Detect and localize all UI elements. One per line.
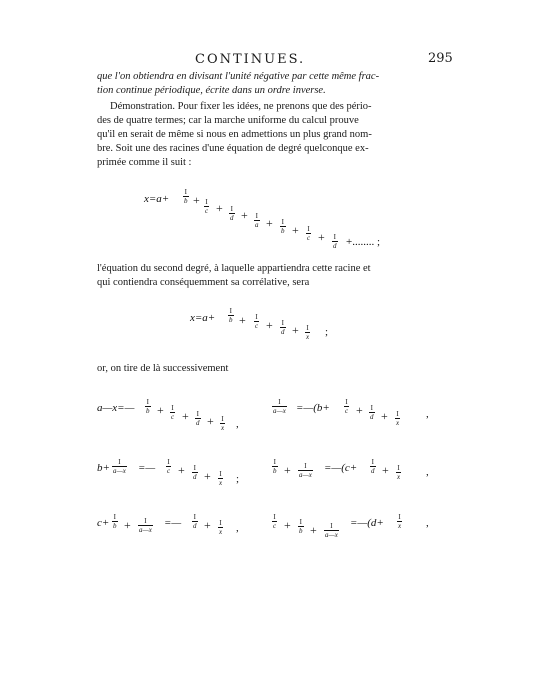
eq1-plus-2: + bbox=[216, 201, 223, 215]
eq2-lhs: x=a+ bbox=[190, 312, 216, 324]
text-line-10: or, on tire de là successivement bbox=[97, 363, 229, 374]
text-line-3: Démonstration. Pour fixer les idées, ne prenons que des pério- bbox=[110, 101, 372, 112]
r2r-eq: =—(c+ bbox=[324, 462, 358, 474]
r3l-frac-x: $\frac{I}{x}$ bbox=[219, 519, 223, 536]
r2l-frac-x: $\frac{I}{x}$ bbox=[219, 470, 223, 487]
eq1-frac-a: $\frac{I}{a}$ bbox=[255, 212, 259, 229]
r1l-frac-x: $\frac{I}{x}$ bbox=[221, 415, 225, 432]
r3r-eq: =—(d+ bbox=[350, 517, 384, 529]
r2r-frac-d: $\frac{I}{d}$ bbox=[371, 458, 375, 475]
r3l-comma: , bbox=[236, 522, 239, 534]
r2l-b-plus: b+ bbox=[97, 462, 110, 474]
eq2-plus-3: + bbox=[292, 323, 299, 337]
r2l-frac-ax: $\frac{I}{a—x}$ bbox=[113, 458, 126, 475]
eq1-plus-3: + bbox=[241, 208, 248, 222]
eq1-ellipsis: +........ ; bbox=[346, 236, 381, 248]
text-line-9: qui contiendra conséquemment sa corrélative, sera bbox=[97, 277, 310, 288]
r1l-lhs: a—x=— bbox=[97, 402, 135, 414]
text-line-7: primée comme il suit : bbox=[97, 157, 192, 168]
r1r-comma: , bbox=[426, 408, 429, 420]
r1r-plus-2: + bbox=[381, 409, 388, 423]
eq1-plus-5: + bbox=[292, 223, 299, 237]
r3l-c-plus: c+ bbox=[97, 517, 110, 529]
r3l-frac-b: $\frac{I}{b}$ bbox=[113, 513, 117, 530]
r1l-plus-3: + bbox=[207, 414, 214, 428]
r1l-frac-c: $\frac{I}{c}$ bbox=[171, 404, 175, 421]
eq1-frac-c2: $\frac{I}{c}$ bbox=[307, 225, 311, 242]
eq2-frac-x: $\frac{I}{x}$ bbox=[306, 324, 310, 341]
r1r-frac-ax: $\frac{I}{a—x}$ bbox=[273, 398, 286, 415]
r3r-comma: , bbox=[426, 517, 429, 529]
r3r-frac-c: $\frac{I}{c}$ bbox=[273, 513, 277, 530]
r2l-frac-c: $\frac{I}{c}$ bbox=[167, 458, 171, 475]
eq1-plus-1: + bbox=[193, 193, 200, 207]
r3r-plus-1: + bbox=[284, 518, 291, 532]
r3r-frac-b: $\frac{I}{b}$ bbox=[299, 518, 303, 535]
r1l-comma: , bbox=[236, 418, 239, 430]
text-line-5: qu'il en serait de même si nous en admettions un plus grand nom- bbox=[97, 129, 372, 140]
r2l-plus-1: + bbox=[178, 463, 185, 477]
r2l-frac-d: $\frac{I}{d}$ bbox=[193, 464, 197, 481]
r3r-plus-2: + bbox=[310, 523, 317, 537]
eq1-lhs: x=a+ bbox=[144, 193, 170, 205]
r1r-eq: =—(b+ bbox=[296, 402, 330, 414]
r2r-comma: , bbox=[426, 466, 429, 478]
eq2-plus-2: + bbox=[266, 318, 273, 332]
eq1-frac-b2: $\frac{I}{b}$ bbox=[281, 218, 285, 235]
eq2-plus-1: + bbox=[239, 313, 246, 327]
r2l-plus-2: + bbox=[204, 469, 211, 483]
r3l-frac-ax: $\frac{I}{a—x}$ bbox=[139, 517, 152, 534]
r2r-plus-1: + bbox=[284, 463, 291, 477]
eq2-semicolon: ; bbox=[325, 326, 329, 338]
r1r-frac-d: $\frac{I}{d}$ bbox=[370, 404, 374, 421]
r1l-plus-2: + bbox=[182, 409, 189, 423]
text-line-6: bre. Soit une des racines d'une équation de degré quelconque ex- bbox=[97, 143, 369, 154]
r3l-frac-d: $\frac{I}{d}$ bbox=[193, 513, 197, 530]
r1r-frac-c: $\frac{I}{c}$ bbox=[345, 398, 349, 415]
r3r-frac-x: $\frac{I}{x}$ bbox=[398, 513, 402, 530]
eq1-frac-b: $\frac{I}{b}$ bbox=[184, 188, 188, 205]
running-header-title: CONTINUES. bbox=[195, 52, 306, 67]
r1l-frac-d: $\frac{I}{d}$ bbox=[196, 410, 200, 427]
eq1-frac-d: $\frac{I}{d}$ bbox=[230, 205, 234, 222]
eq1-plus-6: + bbox=[318, 230, 325, 244]
eq1-frac-c: $\frac{I}{c}$ bbox=[205, 198, 209, 215]
r2r-frac-ax: $\frac{I}{a—x}$ bbox=[299, 462, 312, 479]
r2l-semicolon: ; bbox=[236, 473, 240, 485]
text-line-4: des de quatre termes; car la marche uniforme du calcul prouve bbox=[97, 115, 359, 126]
text-line-2: tion continue périodique, écrite dans un ordre inverse. bbox=[97, 85, 326, 96]
r1l-plus-1: + bbox=[157, 403, 164, 417]
text-line-8: l'équation du second degré, à laquelle appartiendra cette racine et bbox=[97, 263, 371, 274]
eq2-frac-c: $\frac{I}{c}$ bbox=[255, 313, 259, 330]
r3l-plus-1: + bbox=[124, 518, 131, 532]
text-line-1: que l'on obtiendra en divisant l'unité négative par cette même frac- bbox=[97, 71, 380, 82]
eq2-frac-d: $\frac{I}{d}$ bbox=[281, 319, 285, 336]
r2r-plus-2: + bbox=[382, 463, 389, 477]
r3l-plus-2: + bbox=[204, 518, 211, 532]
eq1-frac-d2: $\frac{I}{d}$ bbox=[333, 233, 337, 250]
r2r-frac-b: $\frac{I}{b}$ bbox=[273, 458, 277, 475]
r2l-eq: =— bbox=[138, 462, 156, 474]
eq2-frac-b: $\frac{I}{b}$ bbox=[229, 307, 233, 324]
r3l-eq: =— bbox=[164, 517, 182, 529]
r1r-plus-1: + bbox=[356, 403, 363, 417]
r1l-frac-b: $\frac{I}{b}$ bbox=[146, 398, 150, 415]
r1r-frac-x: $\frac{I}{x}$ bbox=[396, 410, 400, 427]
eq1-plus-4: + bbox=[266, 216, 273, 230]
page-number: 295 bbox=[428, 51, 453, 66]
r3r-frac-ax: $\frac{I}{a—x}$ bbox=[325, 522, 338, 539]
r2r-frac-x: $\frac{I}{x}$ bbox=[397, 464, 401, 481]
